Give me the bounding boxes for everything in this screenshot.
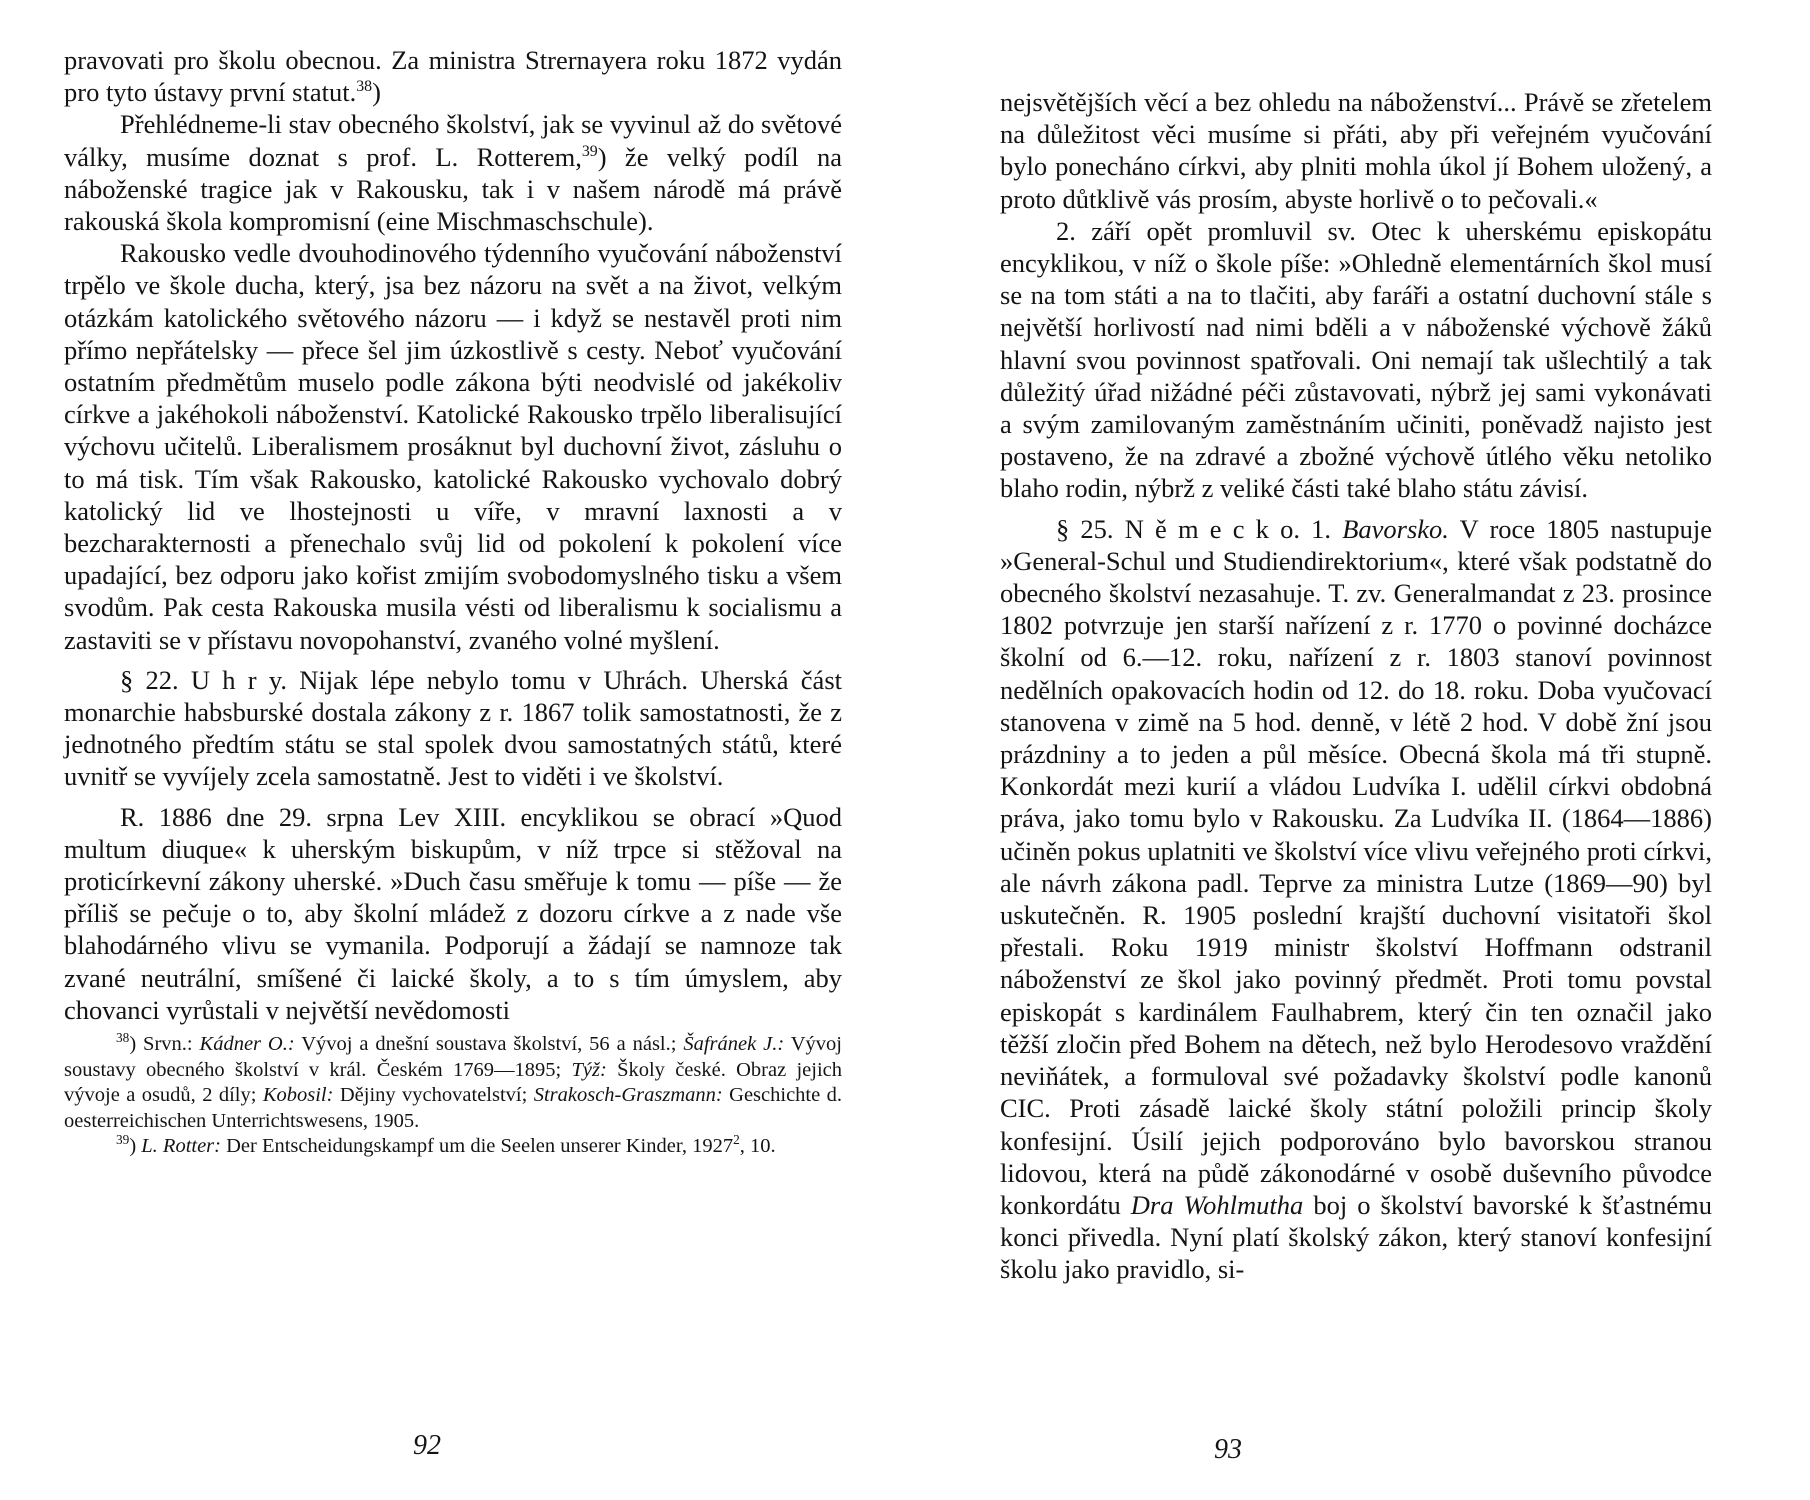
footnote-text: Kádner O.: (199, 1033, 295, 1056)
paragraph-text: V roce 1805 nastupuje »General-Schul und Studiendirektorium«, které však podstatně do obecného školství nezasahuje. T. zv. Generalmandat z 23. prosince 1802 potvrzuje jen starší nařízení z r. 1770 o povinné docházce školní od 6.—12. roku, nařízení z r. 1803 stanoví povinnost nedělních opakovacích hodin od 12. do 18. roku. Doba vyučovací stanovena v zimě na 5 hod. denně, v létě 2 hod. V době žní jsou prázdniny a to jeden a půl měsíce. Obecná škola má tři stupně. Konkordát mezi kurií a vládou Ludvíka I. udělil církvi obdobná práva, jako tomu bylo v Rakousku. Za Ludvíka II. (1864—1886) učiněn pokus uplatniti ve školství více vlivu veřejného proti církvi, ale návrh zákona padl. Teprve za ministra Lutze (1869—90) byl uskutečněn. R. 1905 poslední krajští duchovní visitatoři škol přestali. Roku 1919 ministr školství Hoffmann odstranil náboženství ze škol jako povinný předmět. Proti tomu povstal episkopát s kardinálem Faulhabrem, který čin ten označil jako těžší zločin před Bohem na dětech, než bylo Herodesovo vraždění neviňátek, a formuloval své požadavky školství podle kanonů CIC. Proti zásadě laické školy státní položili princip školy konfesijní. Úsilí jejich podporováno bylo bavorskou stranou lidovou, která na půdě zákonodárné v osobě duševního původce konkordátu (1000, 513, 1712, 1220)
left-page (64, 0, 842, 1461)
right-body-text (1000, 86, 1712, 1286)
paragraph-text: Rakousko vedle dvouhodinového týdenního vyučování náboženství trpělo ve škole ducha, který, jsa bez názoru na svět a na život, velkým otázkám katolického světového názoru — i když se nestavěl proti nim přímo nepřátelsky — přece šel jim úzkostlivě s cesty. Neboť vyučování ostatním předmětům muselo podle zákona býti neodvislé od jakékoliv církve a jakéhokoli náboženství. Katolické Rakousko trpělo liberalisující výchovu učitelů. Liberalismem prosáknut byl duchovní život, zásluhu o to má tisk. Tím však Rakousko, katolické Rakousko vychovalo dobrý katolický lid ve lhostejnosti u víře, v mravní laxnosti a v bezcharakternosti a přenechalo svůj lid od pokolení k pokolení více upadající, bez odporu jako kořist zmijím svobodomyslného tisku a všem svodům. Pak cesta Rakouska musila vésti od liberalismu k socialismu a zastaviti se v přístavu novopohanství, zvaného volné myšlení. (64, 238, 842, 655)
footnote-number: 39 (116, 1132, 130, 1148)
footnote-text: Der Entscheidungskampf um die Seelen unserer Kinder, 1927 (220, 1135, 734, 1158)
footnotes (64, 1032, 842, 1160)
paragraph-text: boj o školství bavorské k šťastnému konci přivedla. Nyní platí školský zákon, který stanoví konfesijní školu jako pravidlo, si- (1000, 1189, 1712, 1285)
footnote-text: Vývoj soustavy obecného školství v král. Českém 1769—1895; (64, 1033, 842, 1081)
footnote-text: ) (129, 1135, 142, 1158)
footnote-39 (64, 1134, 842, 1160)
paragraph-text: Bavorsko. (1342, 513, 1449, 544)
footnote-text: Vývoj a dnešní soustava školství, 56 a násl.; (294, 1033, 684, 1056)
paragraph-text: ) (372, 77, 381, 108)
left-body-text (64, 44, 842, 1026)
footnote-text: , 10. (739, 1135, 776, 1158)
paragraph-text: 2. září opět promluvil sv. Otec k uherskému episkopátu encyklikou, v níž o škole píše: »Ohledně elementárních škol musí se na tom státi a na to tlačiti, aby faráři a ostatní duchovní stále s největší horlivostí nad nimi bděli a v náboženské výchově žáků hlavní svou povinnost spatřovali. Oni nemají tak ušlechtilý a tak důležitý úřad nižádné péči zůstavovati, nýbrž jej sami vykonávati a svým zamilovaným zaměstnáním učiniti, poněvadž najisto jest postaveno, že na zdravé a zbožné výchově útlého věku netoliko blaho rodin, nýbrž z veliké části také blaho státu závisí. (1000, 215, 1712, 504)
footnote-text: Strakosch-Graszmann: (533, 1084, 723, 1107)
paragraph-text: Přehlédneme-li stav obecného školství, jak se vyvinul až do světové války, musíme doznat s prof. L. Rotterem, (64, 109, 842, 172)
footnote-text: Školy české. Obraz jejich vývoje a osudů, 2 díly; (64, 1058, 842, 1107)
footnote-text: Týž: (571, 1058, 607, 1081)
paragraph (1000, 86, 1712, 215)
paragraph-text: ) že velký podíl na náboženské tragice jak v Rakousku, tak i v našem národě má právě rakouská škola kompromisní (eine Mischmaschschule). (64, 141, 842, 237)
footnote-38 (64, 1032, 842, 1134)
paragraph-section-25 (1000, 513, 1712, 1286)
paragraph (64, 801, 842, 1026)
footnote-text: Geschichte d. oesterreichischen Unterrichtswesens, 1905. (64, 1084, 842, 1132)
page-number: 93 (1214, 1434, 1242, 1465)
paragraph-text: R. 1886 dne 29. srpna Lev XIII. encyklikou se obrací »Quod multum diuque« k uherským biskupům, v níž trpce si stěžoval na proticírkevní zákony uherské. »Duch času směřuje k tomu — píše — že příliš se pečuje o to, aby školní mládež z dozoru církve a z nade vše blahodárného vlivu se vymanila. Podporují a žádají se namnoze tak zvané neutrální, smíšené či laické školy, a to s tím úmyslem, aby chovanci vyrůstali v největší nevědomosti (64, 801, 842, 1025)
footnote-text: L. Rotter: (141, 1135, 221, 1158)
paragraph (1000, 215, 1712, 505)
page-number: 92 (413, 1430, 441, 1461)
footnote-text: Dějiny vychovatelství; (333, 1084, 534, 1107)
paragraph (64, 44, 842, 108)
paragraph (64, 108, 842, 237)
footnote-number: 38 (116, 1030, 130, 1046)
paragraph-text: § 25. N ě m e c k o. 1. (1056, 513, 1343, 544)
paragraph-text: Dra Wohlmutha (1130, 1189, 1304, 1220)
footnote-ref: 38 (356, 78, 373, 96)
paragraph-text: § 22. U h r y. Nijak lépe nebylo tomu v Uhrách. Uherská část monarchie habsburské dostala zákony z r. 1867 tolik samostatnosti, že z jednotného předtím státu se stal spolek dvou samostatných států, které uvnitř se vyvíjely zcela samostatně. Jest to viděti i ve školství. (64, 664, 842, 792)
footnote-text: Šafránek J.: (683, 1033, 785, 1056)
paragraph-text: nejsvětějších věcí a bez ohledu na náboženství... Právě se zřetelem na důležitost věci musíme si přáti, aby při veřejném vyučování bylo ponecháno církvi, aby plniti mohla úkol jí Bohem uložený, a proto důtklivě vás prosím, abyste horlivě o to pečovali.« (1000, 87, 1712, 214)
footnote-text: ) Srvn.: (129, 1033, 200, 1056)
paragraph-text: pravovati pro školu obecnou. Za ministra Strernayera roku 1872 vydán pro tyto ústavy první statut. (64, 45, 842, 108)
paragraph (64, 237, 842, 656)
footnote-text: 2 (733, 1132, 740, 1148)
footnote-ref: 39 (581, 142, 598, 160)
right-page (1000, 0, 1712, 1465)
paragraph-section-22 (64, 664, 842, 793)
footnote-text: Kobosil: (262, 1084, 334, 1107)
